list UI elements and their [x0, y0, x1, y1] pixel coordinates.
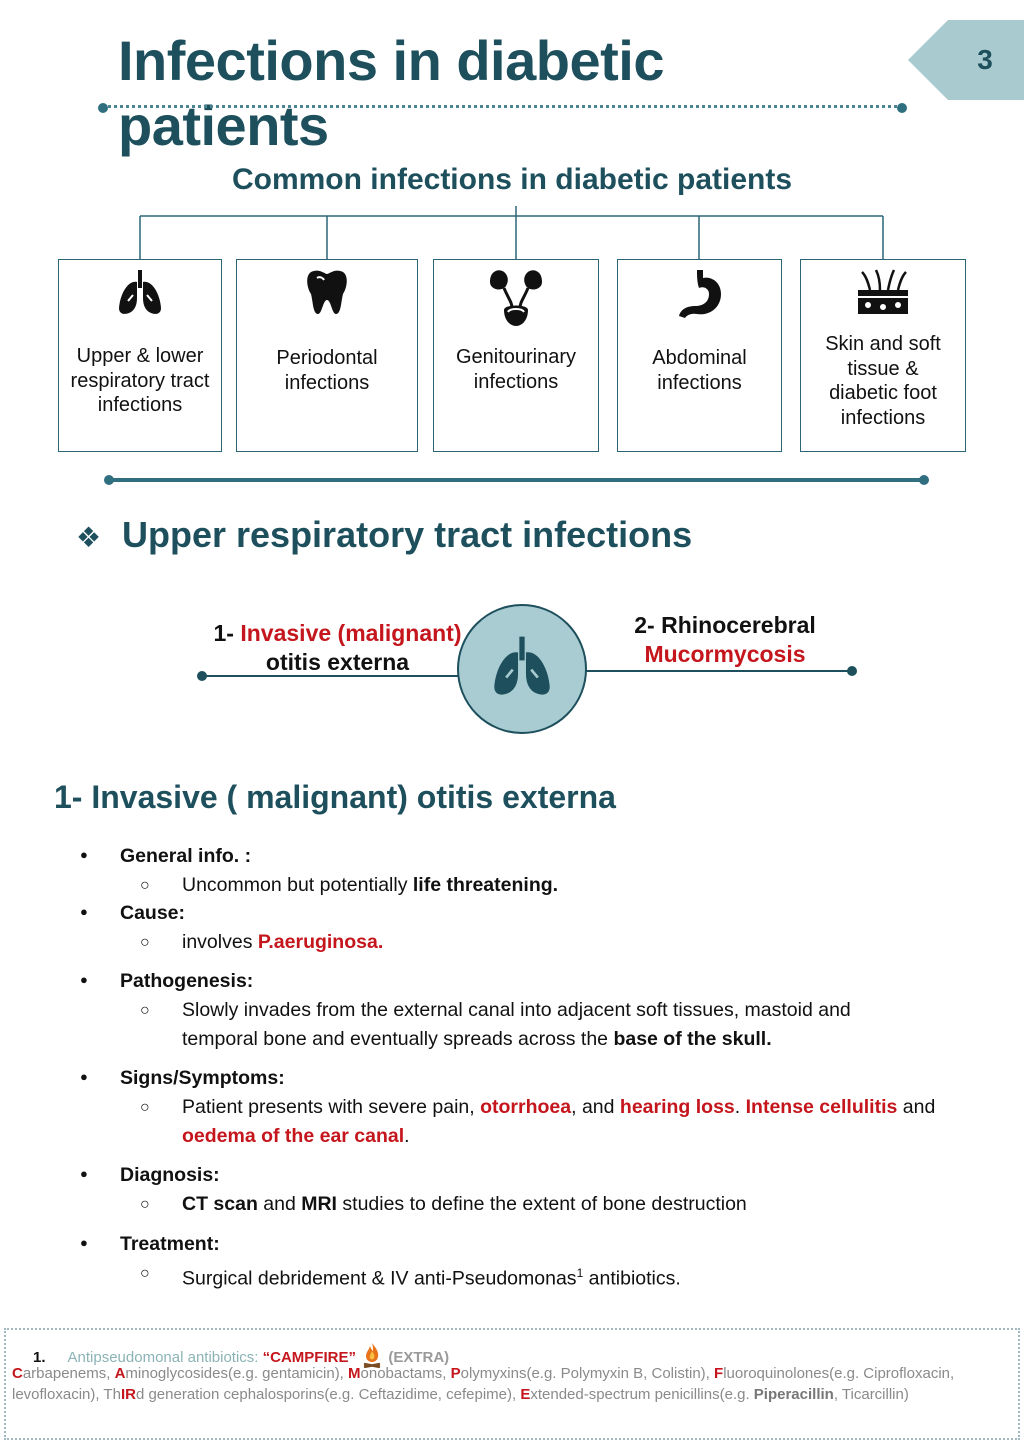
box-label-line: Skin and soft: [825, 333, 941, 355]
bold-text: CT scan: [182, 1193, 258, 1215]
bold-text: base of the skull.: [613, 1028, 772, 1050]
footnote-text: olymyxins(e.g. Polymyxin B, Colistin),: [460, 1365, 715, 1382]
footnote-text: xtended-spectrum penicillins(e.g.: [530, 1385, 754, 1403]
mnemonic-letter: P: [450, 1365, 461, 1382]
urti-heading: Upper respiratory tract infections: [122, 514, 693, 555]
footnote-body: [12, 1364, 1012, 1405]
footnote-ref[interactable]: 1: [576, 1266, 584, 1280]
box-label-line: Periodontal: [276, 347, 378, 369]
text: .: [734, 1096, 746, 1118]
red-text: oedema of the ear canal: [182, 1125, 405, 1147]
footnote-text: , Ticarcillin): [833, 1385, 909, 1403]
mnemonic-letter: C: [12, 1365, 23, 1382]
bold-text: life threatening.: [412, 874, 559, 896]
diamond-bullet-icon: ❖: [76, 522, 102, 553]
signs-text: [182, 1093, 942, 1151]
footnote-label: Antipseudomonal antibiotics:: [67, 1349, 263, 1366]
red-text: otorrhoea: [480, 1096, 572, 1118]
bold-text: MRI: [301, 1193, 337, 1215]
pathogenesis-text: [182, 996, 942, 1054]
lungs-icon: [490, 634, 554, 705]
treatment-text: [182, 1259, 942, 1294]
option-highlight: Mucormycosis: [644, 641, 806, 667]
footnote-bold-text: Piperacillin: [753, 1385, 834, 1403]
text: studies to define the extent of bone destruction: [336, 1193, 747, 1215]
text: antibiotics.: [583, 1267, 681, 1290]
text: Uncommon but potentially: [182, 874, 413, 896]
page-number: 3: [977, 44, 993, 75]
text-line: ○ Slowly invades from the external canal into adjacent soft tissues, mastoid and: [182, 999, 851, 1021]
text: and: [897, 1096, 936, 1118]
lungs-circle: [457, 604, 587, 734]
box-label-line: infections: [284, 371, 370, 394]
text: temporal bone and eventually spreads across the: [182, 1028, 614, 1050]
option-line: 2- Rhinocerebral: [634, 612, 816, 638]
extra-tag: (EXTRA): [388, 1349, 450, 1366]
mnemonic-letter: F: [714, 1365, 724, 1382]
urti-option-mucormycosis: [600, 611, 850, 669]
box-label-line: diabetic foot: [829, 382, 937, 404]
text: and: [257, 1193, 302, 1215]
footnote-text: minoglycosides(e.g. gentamicin),: [125, 1365, 349, 1382]
footnote-text: arbapenems,: [22, 1365, 115, 1382]
box-label-line: infections: [473, 370, 559, 393]
box-label-line: respiratory tract: [70, 369, 210, 392]
box-label-line: tissue &: [847, 357, 919, 380]
bullet-signs-symptoms: ● Signs/Symptoms:: [120, 1067, 285, 1090]
text: .: [404, 1125, 410, 1147]
mnemonic: “CAMPFIRE”: [262, 1349, 356, 1366]
page-title: Infections in diabetic patients: [118, 29, 664, 157]
box-label-line: Abdominal: [652, 347, 747, 369]
bullet-diagnosis: ● Diagnosis:: [120, 1164, 220, 1187]
red-text: P.aeruginosa.: [257, 931, 384, 953]
footnote-text: luoroquinolones(e.g. Ciprofloxacin, levofloxacin), Th: [12, 1365, 955, 1403]
box-label-line: infections: [97, 394, 183, 416]
footnote-text: d generation cephalosporins(e.g. Ceftazidime, cefepime),: [135, 1385, 521, 1403]
bullet-treatment: ● Treatment:: [120, 1233, 220, 1256]
option-prefix: 1-: [213, 620, 241, 646]
red-text: hearing loss: [619, 1096, 735, 1118]
text: , and: [571, 1096, 620, 1118]
mnemonic-letter: E: [520, 1385, 531, 1403]
bullet-pathogenesis: ● Pathogenesis:: [120, 970, 253, 993]
text: involves: [182, 931, 258, 953]
footnote-text: onobactams,: [360, 1365, 451, 1382]
box-label-line: Genitourinary: [455, 346, 577, 368]
bullet-general-info: ● General info. :: [120, 845, 251, 868]
box-label-line: infections: [657, 371, 742, 394]
mnemonic-letter: IR: [120, 1385, 136, 1403]
box-label-line: infections: [840, 406, 926, 429]
red-text: Intense cellulitis: [745, 1096, 898, 1118]
diagnosis-text: [182, 1190, 942, 1219]
text: Surgical debridement & IV anti-Pseudomonas: [182, 1267, 577, 1290]
mnemonic-letter: M: [348, 1365, 361, 1382]
general-info-text: [182, 871, 942, 900]
box-label-line: Upper & lower: [76, 345, 204, 367]
common-infections-title: Common infections in diabetic patients: [231, 163, 793, 196]
urti-option-otitis: [200, 619, 475, 677]
cause-text: [182, 928, 942, 957]
footnote-number: 1.: [33, 1349, 46, 1366]
bullet-cause: ● Cause:: [120, 902, 185, 925]
otitis-externa-heading: 1- Invasive ( malignant) otitis externa: [54, 779, 616, 815]
option-highlight: Invasive (malignant): [240, 620, 462, 646]
option-rest: otitis externa: [265, 649, 410, 675]
text: Patient presents with severe pain,: [182, 1096, 481, 1118]
mnemonic-letter: A: [114, 1365, 126, 1382]
